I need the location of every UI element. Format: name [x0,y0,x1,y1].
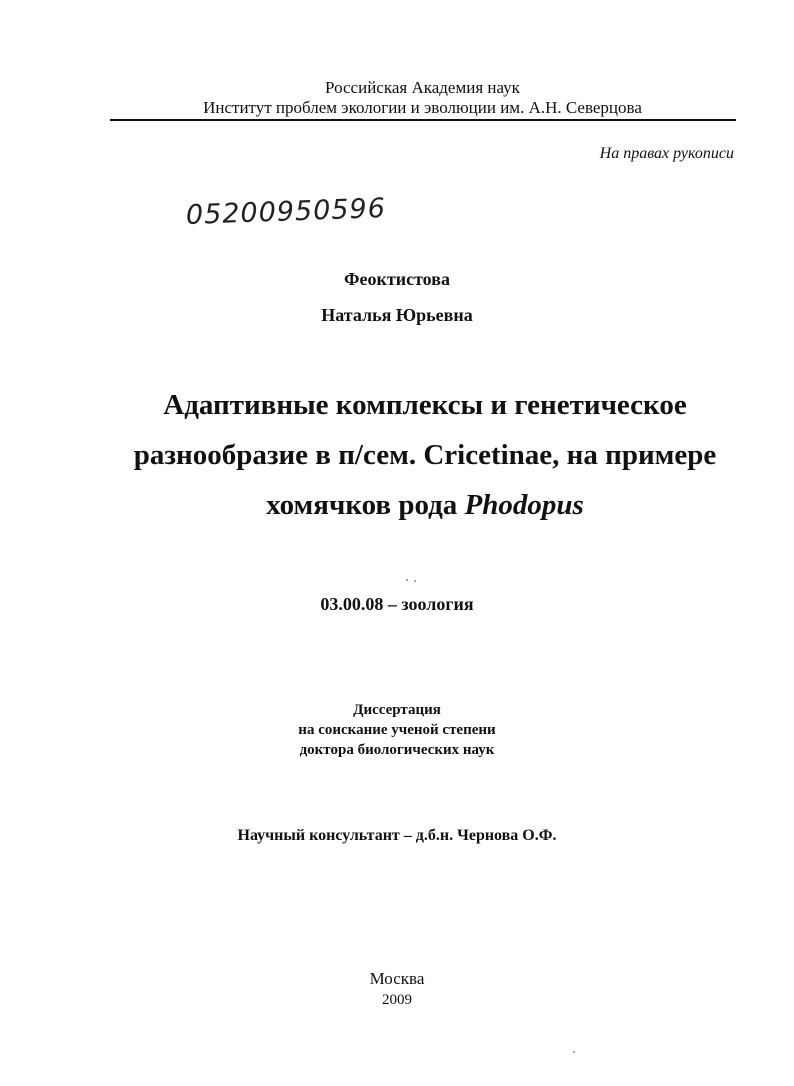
handwritten-code: 05200950596 [185,193,387,231]
author-first-names: Наталья Юрьевна [321,305,473,325]
title-line-3 [100,480,750,530]
title-line-3-prefix: хомячков рода [266,489,465,521]
dissertation-title [100,380,750,530]
scan-speck [573,1051,575,1053]
degree-line-2: на соискание ученой степени [298,722,496,738]
header-divider [110,119,736,121]
title-line-1: Адаптивные комплексы и генетическое [163,389,687,421]
title-line-2: разнообразие в п/сем. Cricetinae, на примере [133,439,717,471]
title-genus-name: Phodopus [464,489,584,521]
degree-line-3: доктора биологических наук [299,742,495,758]
author-last-name: Феоктистова [344,269,450,289]
year: 2009 [382,992,412,1008]
scan-speck [414,580,416,582]
rights-note: На правах рукописи [599,145,734,162]
city: Москва [369,969,425,988]
scientific-advisor: Научный консультант – д.б.н. Чернова О.Ф. [237,827,557,844]
degree-line-1: Диссертация [353,702,441,718]
specialty-code: 03.00.08 – зоология [320,594,474,614]
scan-speck [406,579,408,581]
institute-name: Институт проблем экологии и эволюции им. А.Н. Северцова [203,98,642,117]
degree-statement [0,700,794,760]
organization-name: Российская Академия наук [325,78,520,97]
